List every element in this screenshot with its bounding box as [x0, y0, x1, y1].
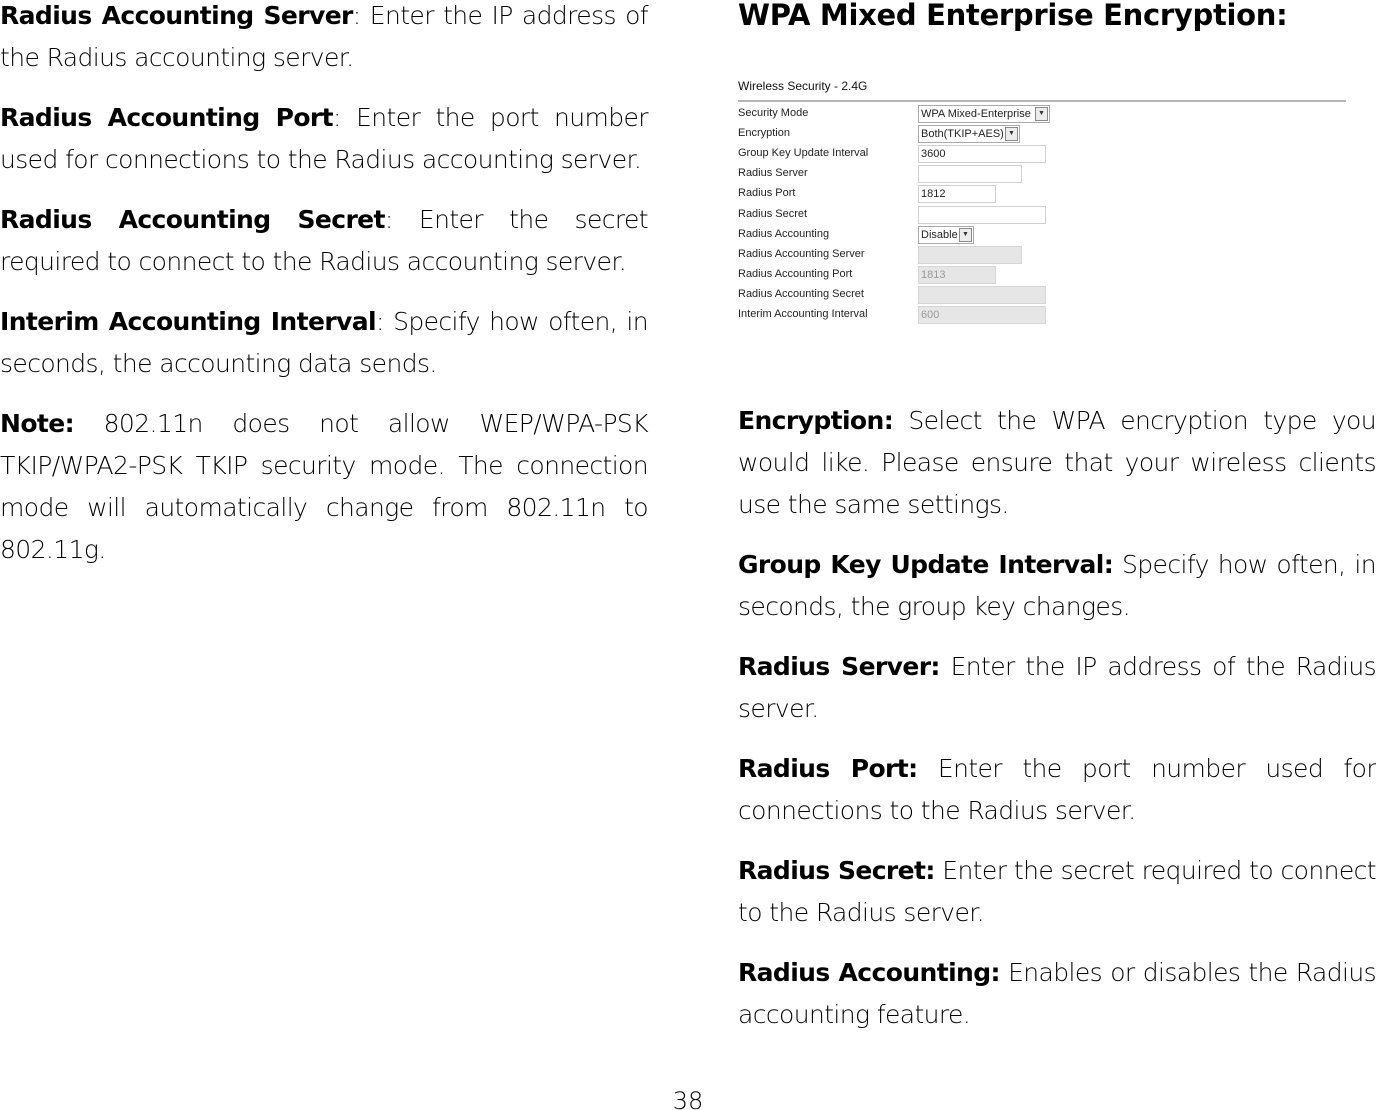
description: 802.11n does not allow WEP/WPA-PSK TKIP/WPA2-PSK TKIP security mode. The connection mode will automatically change from 802.11n to 802.11g.: [0, 409, 648, 564]
setting-select[interactable]: [918, 105, 1050, 123]
setting-label: Radius Accounting Server: [738, 247, 865, 260]
term: Radius Accounting Server: [0, 1, 353, 30]
term: Interim Accounting Interval: [0, 307, 376, 336]
setting-input-disabled: 1813: [918, 266, 996, 284]
description: Specify how often, in seconds, the accounting data sends.: [0, 307, 648, 378]
screenshot-divider: [738, 100, 1346, 102]
wireless-security-screenshot: [738, 76, 1346, 326]
setting-input-disabled: [918, 246, 1022, 264]
dropdown-arrow-icon[interactable]: ▼: [959, 228, 972, 242]
setting-input-disabled: 600: [918, 306, 1046, 324]
setting-input-disabled: [918, 286, 1046, 304]
description: Select the WPA encryption type you would like. Please ensure that your wireless clients use the same settings.: [738, 406, 1376, 519]
definition-radius-accounting-secret: Radius Accounting Secret: Enter the secret required to connect to the Radius accounting server.: [0, 205, 648, 276]
term: Radius Accounting Secret: [0, 205, 385, 234]
definition-radius-accounting-port: Radius Accounting Port: Enter the port number used for connections to the Radius accounting server.: [0, 103, 648, 174]
description: Specify how often, in seconds, the group key changes.: [738, 550, 1376, 621]
setting-label: Radius Server: [738, 167, 808, 180]
setting-row: [738, 305, 1346, 325]
setting-input[interactable]: [918, 165, 1022, 183]
setting-row: [738, 205, 1346, 225]
term: Radius Port:: [738, 754, 918, 783]
definition-radius-secret: [738, 850, 1376, 934]
description: Enter the port number used for connections to the Radius server.: [738, 754, 1376, 825]
description: Enter the IP address of the Radius server.: [738, 652, 1376, 723]
setting-row: [738, 265, 1346, 285]
setting-row: [738, 164, 1346, 184]
description: Enter the secret required to connect to the Radius accounting server.: [0, 205, 648, 276]
setting-label: Security Mode: [738, 107, 809, 119]
setting-input[interactable]: [918, 206, 1046, 224]
description: Enter the secret required to connect to the Radius server.: [738, 856, 1376, 927]
setting-row: [738, 184, 1346, 204]
setting-label: Radius Secret: [738, 207, 808, 220]
select-value: Disable: [921, 228, 958, 241]
term: Encryption:: [738, 406, 894, 435]
setting-row: [738, 104, 1346, 124]
term: Note:: [0, 409, 75, 438]
term: Radius Accounting Port: [0, 103, 334, 132]
description: Enter the IP address of the Radius accounting server.: [0, 1, 648, 72]
setting-label: Radius Accounting Secret: [738, 287, 864, 300]
setting-label: Radius Port: [738, 187, 796, 200]
setting-label: Interim Accounting Interval: [738, 308, 868, 320]
dropdown-arrow-icon[interactable]: ▼: [1005, 127, 1018, 141]
setting-input[interactable]: 1812: [918, 185, 996, 203]
definition-group-key-update-interval: [738, 544, 1376, 628]
setting-row: [738, 245, 1346, 265]
left-column: [0, 0, 648, 589]
description: Enter the port number used for connections to the Radius accounting server.: [0, 103, 648, 174]
term: Group Key Update Interval:: [738, 550, 1114, 579]
section-heading: WPA Mixed Enterprise Encryption:: [738, 0, 1288, 32]
description: Enables or disables the Radius accounting feature.: [738, 958, 1376, 1029]
setting-input[interactable]: 3600: [918, 145, 1046, 163]
page-number: 38: [672, 1087, 704, 1110]
setting-row: [738, 144, 1346, 164]
setting-row: [738, 124, 1346, 144]
definition-radius-accounting-server: Radius Accounting Server: Enter the IP address of the Radius accounting server.: [0, 1, 648, 72]
definition-radius-accounting: [738, 952, 1376, 1036]
note-paragraph: [0, 403, 648, 571]
setting-row: [738, 285, 1346, 305]
right-column-heading-wrap: [738, 0, 1376, 32]
select-value: WPA Mixed-Enterprise: [921, 108, 1031, 120]
setting-row: [738, 225, 1346, 245]
definition-encryption: [738, 400, 1376, 526]
screenshot-title: Wireless Security - 2.4G: [738, 79, 868, 93]
setting-select[interactable]: [918, 226, 974, 244]
dropdown-arrow-icon[interactable]: ▼: [1035, 107, 1048, 121]
term: Radius Secret:: [738, 856, 935, 885]
setting-label: Radius Accounting Port: [738, 267, 853, 280]
setting-label: Group Key Update Interval: [738, 147, 869, 160]
setting-select[interactable]: [918, 125, 1020, 143]
definition-radius-server: [738, 646, 1376, 730]
select-value: Both(TKIP+AES): [921, 128, 1004, 141]
setting-label: Encryption: [738, 127, 790, 140]
definition-radius-port: [738, 748, 1376, 832]
definition-interim-accounting-interval: Interim Accounting Interval: Specify how often, in seconds, the accounting data sends.: [0, 307, 648, 378]
right-column: [738, 400, 1376, 1054]
term: Radius Server:: [738, 652, 940, 681]
term: Radius Accounting:: [738, 958, 1000, 987]
setting-label: Radius Accounting: [738, 227, 830, 240]
